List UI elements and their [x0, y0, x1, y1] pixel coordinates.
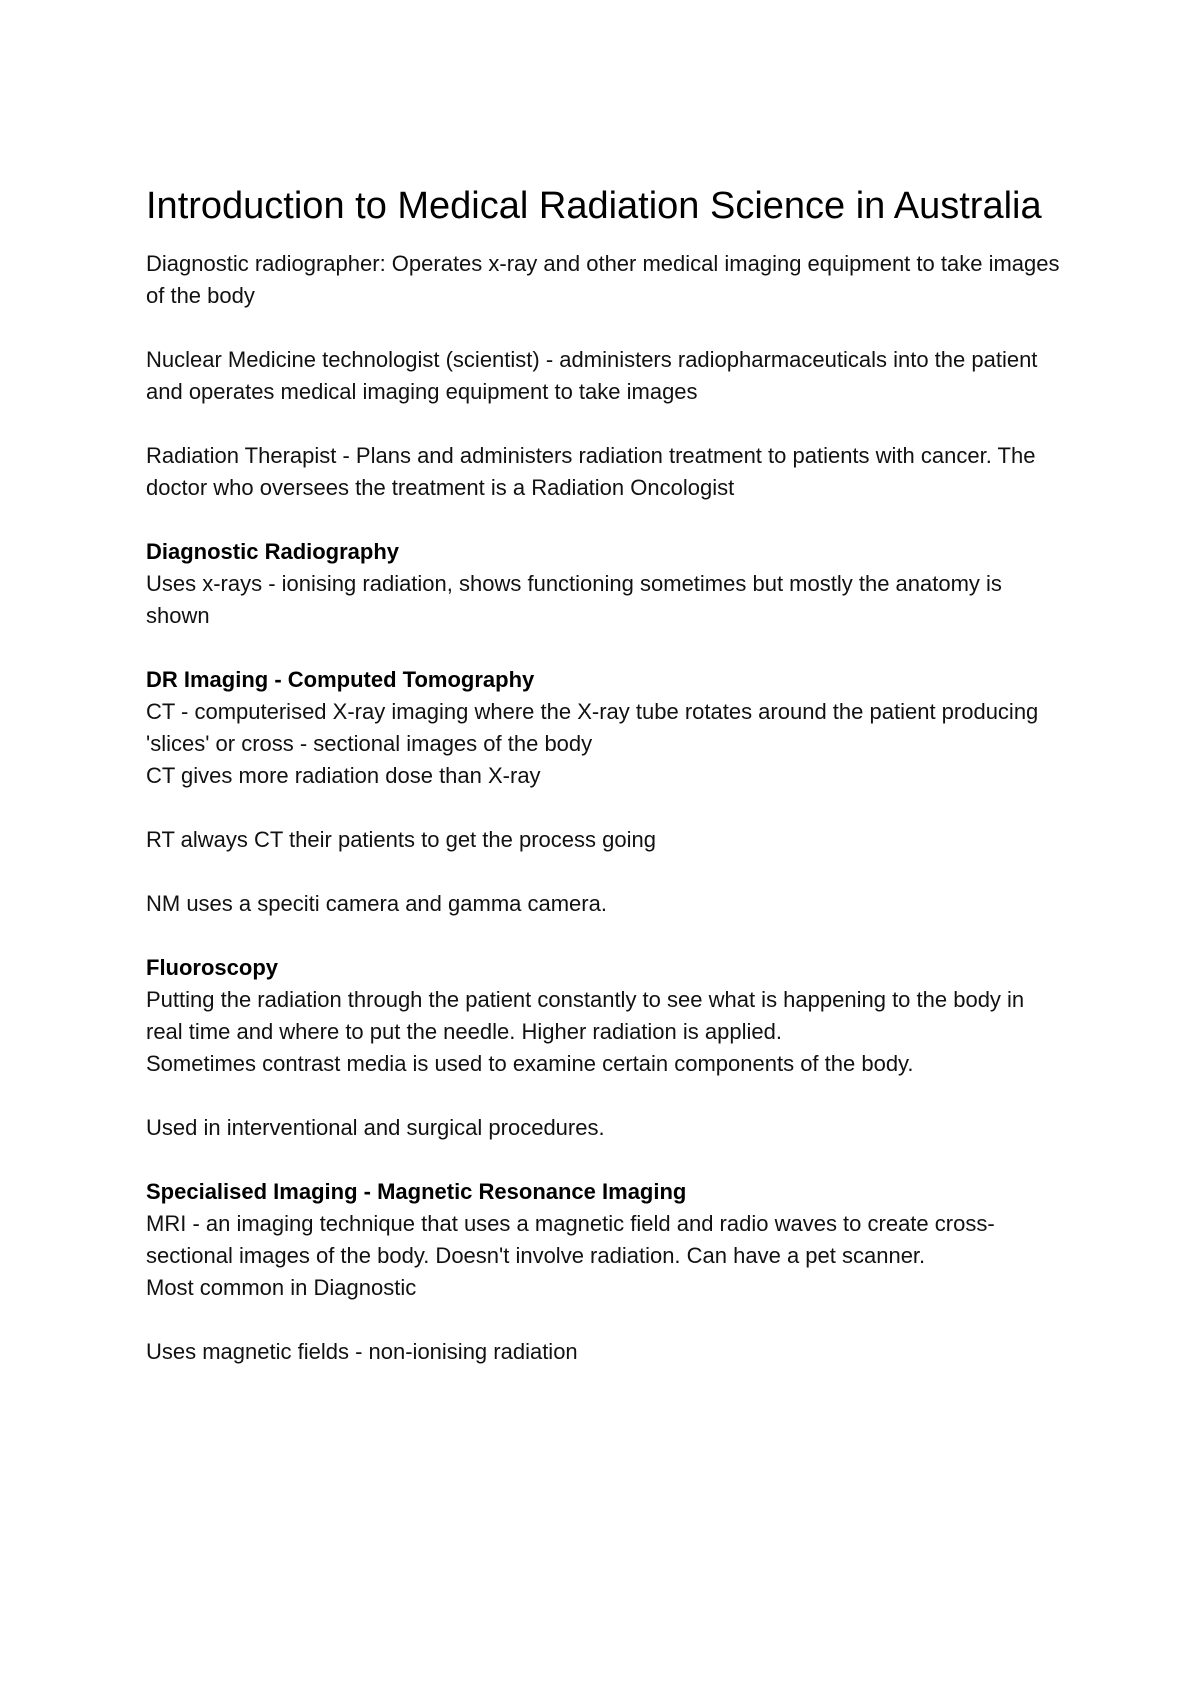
section-text: Uses x-rays - ionising radiation, shows functioning sometimes but mostly the anatomy is shown [146, 571, 1002, 628]
section-text: Putting the radiation through the patient constantly to see what is happening to the body in real time and where to put the needle. Higher radiation is applied. [146, 987, 1025, 1044]
spacer [146, 1080, 1066, 1112]
spacer [146, 1144, 1066, 1176]
section-heading-mri: Specialised Imaging - Magnetic Resonance Imaging [146, 1179, 687, 1204]
paragraph-diagnostic-radiographer: Diagnostic radiographer: Operates x-ray and other medical imaging equipment to take images of the body [146, 251, 1060, 308]
section-heading-diagnostic-radiography: Diagnostic Radiography [146, 539, 400, 564]
section-text: CT gives more radiation dose than X-ray [146, 763, 541, 788]
section-text: Uses magnetic fields - non-ionising radiation [146, 1339, 578, 1364]
paragraph-radiation-therapist: Radiation Therapist - Plans and administers radiation treatment to patients with cancer. The doctor who oversees the treatment is a Radiation Oncologist [146, 443, 1036, 500]
section-text: MRI - an imaging technique that uses a magnetic field and radio waves to create cross-sectional images of the body. Doesn't involve radiation. Can have a pet scanner. [146, 1211, 995, 1268]
section-heading-computed-tomography: DR Imaging - Computed Tomography [146, 667, 535, 692]
section-text: NM uses a speciti camera and gamma camera. [146, 891, 607, 916]
section-text: CT - computerised X-ray imaging where the X-ray tube rotates around the patient producing 'slices' or cross - sectional images of the body [146, 699, 1039, 756]
spacer [146, 408, 1066, 440]
section-text: Used in interventional and surgical procedures. [146, 1115, 605, 1140]
section-text: RT always CT their patients to get the process going [146, 827, 656, 852]
spacer [146, 504, 1066, 536]
page-title: Introduction to Medical Radiation Science in Australia [146, 185, 1042, 227]
spacer [146, 792, 1066, 824]
section-heading-fluoroscopy: Fluoroscopy [146, 955, 279, 980]
document-page [146, 178, 1066, 1368]
section-text: Sometimes contrast media is used to examine certain components of the body. [146, 1051, 914, 1076]
paragraph-nuclear-medicine: Nuclear Medicine technologist (scientist) - administers radiopharmaceuticals into the patient and operates medical imaging equipment to take images [146, 347, 1038, 404]
spacer [146, 856, 1066, 888]
spacer [146, 312, 1066, 344]
spacer [146, 632, 1066, 664]
spacer [146, 920, 1066, 952]
spacer [146, 1304, 1066, 1336]
section-text: Most common in Diagnostic [146, 1275, 417, 1300]
